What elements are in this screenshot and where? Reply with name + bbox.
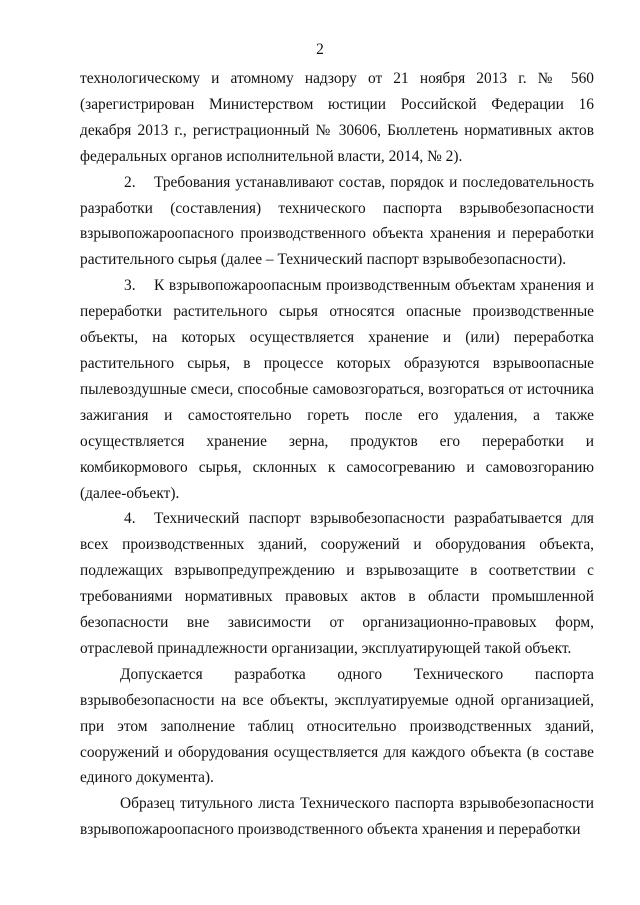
paragraph-text: Образец титульного листа Технического паспорта взрывобезопасности взрывопожароопасного производственного объекта хранения и переработки [80, 795, 594, 839]
paragraph-number: 3. [124, 277, 136, 295]
paragraph-number: 4. [124, 510, 136, 528]
paragraph-item-4 [80, 506, 594, 661]
paragraph-text: Требования устанавливают состав, порядок и последовательность разработки (составления) технического паспорта взрывобезопасности взрывопожароопасного производственного объекта хранения и переработки растительного сырья (далее – Технический паспорт взрывобезопасности). [80, 173, 594, 269]
page-number: 2 [316, 41, 324, 58]
paragraph-item-3 [80, 273, 594, 506]
paragraph-text: технологическому и атомному надзору от 21 ноября 2013 г. № 560 (зарегистрирован Министерством юстиции Российской Федерации 16 декабря 2013 г., регистрационный № 30606, Бюллетень нормативных актов федеральных органов исполнительной власти, 2014, № 2). [80, 70, 594, 165]
paragraph-item-2 [80, 170, 594, 274]
paragraph-continuation [80, 66, 594, 170]
paragraph-text: К взрывопожароопасным производственным объектам хранения и переработки растительного сырья относятся опасные производственные объекты, на которых осуществляется хранение и (или) переработка растительного сырья, в процессе которых образуются взрывоопасные пылевоздушные смеси, способные самовозгораться, возгораться от источника зажигания и самостоятельно гореть после его удаления, а также осуществляется хранение зерна, продуктов его переработки и комбикормового сырья, склонных к самосогреванию и самовозгоранию (далее-объект). [80, 277, 594, 502]
paragraph-number: 2. [124, 173, 136, 191]
document-body [80, 66, 594, 843]
paragraph-text: Технический паспорт взрывобезопасности разрабатывается для всех производственных зданий, сооружений и оборудования объекта, подлежащих взрывопредупреждению и взрывозащите в соответствии с требованиями нормативных правовых актов в области промышленной безопасности вне зависимости от организационно-правовых форм, отраслевой принадлежности организации, эксплуатирующей такой объект. [80, 510, 594, 657]
paragraph-text: Допускается разработка одного Технического паспорта взрывобезопасности на все объекты, эксплуатируемые одной организацией, при этом заполнение таблиц относительно производственных зданий, сооружений и оборудования осуществляется для каждого объекта (в составе единого документа). [80, 665, 594, 787]
paragraph-permission [80, 662, 594, 792]
paragraph-title-sample [80, 791, 594, 843]
